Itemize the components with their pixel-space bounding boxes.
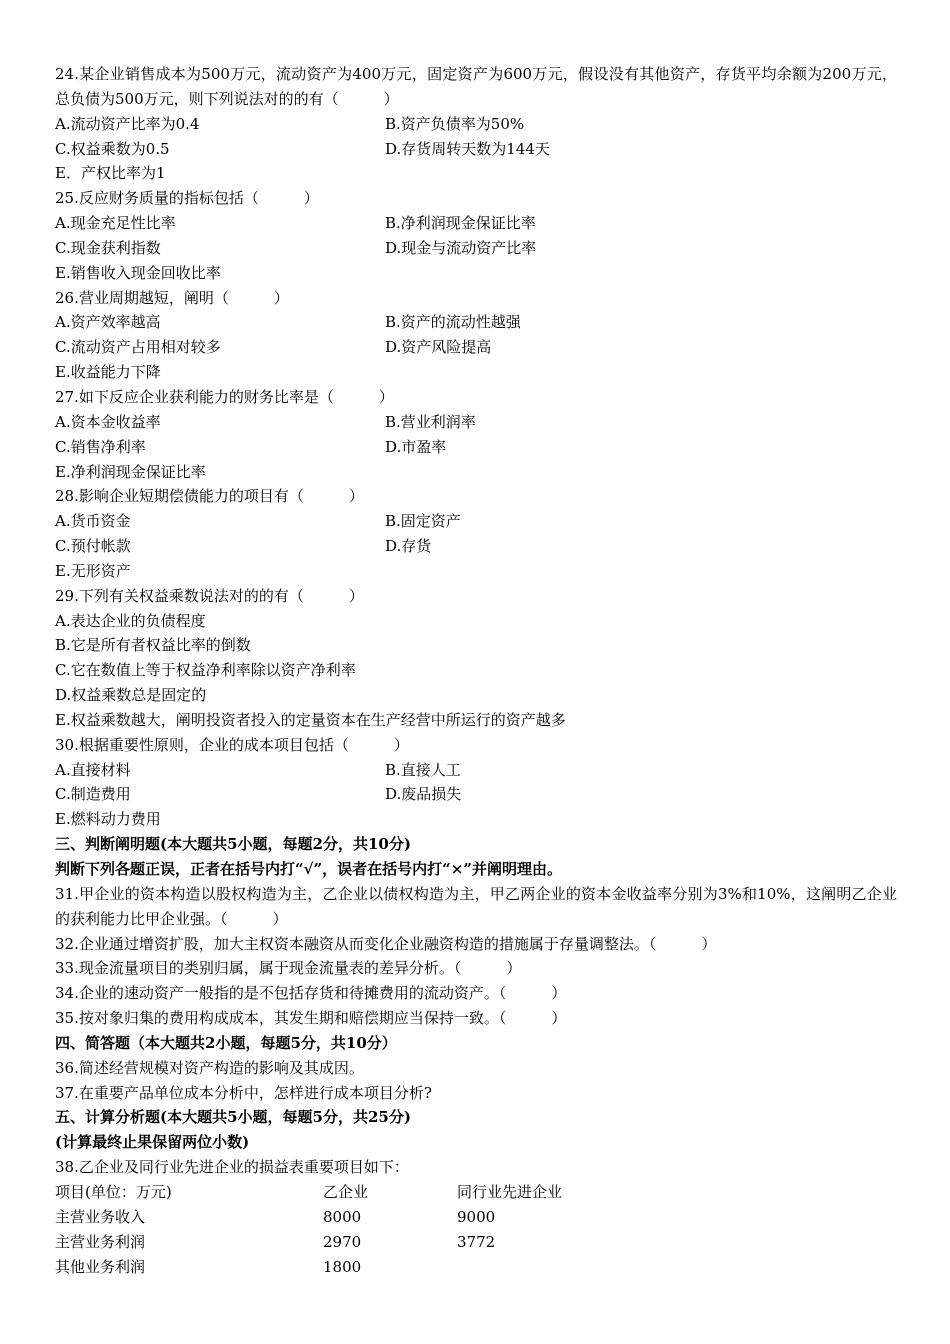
option-e: E.权益乘数越大，阐明投资者投入的定量资本在生产经营中所运行的资产越多 xyxy=(55,710,566,729)
table-cell: 3772 xyxy=(457,1232,496,1251)
option-d: D.存货 xyxy=(385,537,432,556)
option-e: E.净利润现金保证比率 xyxy=(55,462,206,481)
question-36: 36.简述经营规模对资产构造的影响及其成因。 xyxy=(55,1058,364,1077)
section-5-heading: 五、计算分析题(本大题共5小题，每题5分，共25分) xyxy=(55,1108,411,1127)
option-c: C.制造费用 xyxy=(55,785,131,804)
table-cell: 8000 xyxy=(323,1207,362,1226)
option-d: D.现金与流动资产比率 xyxy=(385,238,537,257)
option-c: C.预付帐款 xyxy=(55,537,131,556)
option-c: C.权益乘数为0.5 xyxy=(55,139,170,158)
question-26-stem: 26.营业周期越短，阐明（ ） xyxy=(55,288,289,307)
option-a: A.资产效率越高 xyxy=(55,313,161,332)
table-row xyxy=(55,1255,897,1280)
question-28-stem: 28.影响企业短期偿债能力的项目有（ ） xyxy=(55,487,364,506)
question-27-stem: 27.如下反应企业获利能力的财务比率是（ ） xyxy=(55,387,394,406)
table-cell: 其他业务利润 xyxy=(55,1257,146,1276)
question-25-options-cd xyxy=(55,236,897,261)
option-e: E.收益能力下降 xyxy=(55,363,161,382)
question-28-options-ab xyxy=(55,509,897,534)
table-cell: 主营业务收入 xyxy=(55,1207,146,1226)
table-row xyxy=(55,1205,897,1230)
option-a: A.直接材料 xyxy=(55,760,131,779)
section-5-note: (计算最终止果保留两位小数) xyxy=(55,1133,250,1152)
option-b: B.直接人工 xyxy=(385,760,461,779)
table-cell: 9000 xyxy=(457,1207,496,1226)
option-e: E.无形资产 xyxy=(55,561,131,580)
question-30-options-ab xyxy=(55,758,897,783)
option-b: B.它是所有者权益比率的倒数 xyxy=(55,636,251,655)
income-table xyxy=(55,1180,897,1279)
question-26-options-cd xyxy=(55,335,897,360)
question-38: 38.乙企业及同行业先进企业的损益表重要项目如下： xyxy=(55,1158,409,1177)
question-33: 33.现金流量项目的类别归属，属于现金流量表的差异分析。（ ） xyxy=(55,959,522,978)
option-c: C.流动资产占用相对较多 xyxy=(55,338,221,357)
option-b: B.资产负债率为50% xyxy=(385,114,525,133)
section-3-instruction: 判断下列各题正误，正者在括号内打“√”，误者在括号内打“×”并阐明理由。 xyxy=(55,860,562,878)
table-cell: 主营业务利润 xyxy=(55,1232,146,1251)
question-30-options-cd xyxy=(55,782,897,807)
question-27-options-cd xyxy=(55,435,897,460)
document-page xyxy=(55,62,897,1279)
option-a: A.货币资金 xyxy=(55,512,131,531)
option-e: E.燃料动力费用 xyxy=(55,810,161,829)
option-b: B.资产的流动性越强 xyxy=(385,313,521,332)
table-header-cell: 乙企业 xyxy=(323,1182,369,1201)
question-26-options-ab xyxy=(55,310,897,335)
option-d: D.存货周转天数为144天 xyxy=(385,139,550,158)
option-a: A.现金充足性比率 xyxy=(55,214,176,233)
table-cell: 1800 xyxy=(323,1257,362,1276)
option-b: B.固定资产 xyxy=(385,512,461,531)
option-d: D.废品损失 xyxy=(385,785,462,804)
question-28-options-cd xyxy=(55,534,897,559)
section-4-heading: 四、简答题（本大题共2小题，每题5分，共10分） xyxy=(55,1033,397,1052)
question-35: 35.按对象归集的费用构成成本，其发生期和赔偿期应当保持一致。（ ） xyxy=(55,1009,567,1028)
table-cell: 2970 xyxy=(323,1232,362,1251)
question-25-stem: 25.反应财务质量的指标包括（ ） xyxy=(55,189,319,208)
option-c: C.它在数值上等于权益净利率除以资产净利率 xyxy=(55,661,356,680)
option-b: B.净利润现金保证比率 xyxy=(385,214,536,233)
table-header-cell: 项目(单位：万元) xyxy=(55,1182,172,1201)
option-a: A.资本金收益率 xyxy=(55,412,161,431)
option-d: D.资产风险提高 xyxy=(385,338,492,357)
section-3-heading: 三、判断阐明题(本大题共5小题，每题2分，共10分) xyxy=(55,835,411,854)
option-c: C.销售净利率 xyxy=(55,437,146,456)
question-24-stem: 24.某企业销售成本为500万元，流动资产为400万元，固定资产为600万元，假设没有其他资产，存货平均余额为200万元，总负债为500万元，则下列说法对的的有（ ） xyxy=(55,65,897,108)
option-c: C.现金获利指数 xyxy=(55,238,161,257)
option-e: E．产权比率为1 xyxy=(55,164,166,183)
question-30-stem: 30.根据重要性原则，企业的成本项目包括（ ） xyxy=(55,735,409,754)
question-27-options-ab xyxy=(55,410,897,435)
question-24-options-ab xyxy=(55,112,897,137)
option-a: A.流动资产比率为0.4 xyxy=(55,114,200,133)
table-row xyxy=(55,1230,897,1255)
table-header-row xyxy=(55,1180,897,1205)
option-e: E.销售收入现金回收比率 xyxy=(55,263,221,282)
table-cell xyxy=(457,1255,897,1280)
question-29-stem: 29.下列有关权益乘数说法对的的有（ ） xyxy=(55,586,364,605)
option-a: A.表达企业的负债程度 xyxy=(55,611,206,630)
option-d: D.权益乘数总是固定的 xyxy=(55,686,207,705)
option-d: D.市盈率 xyxy=(385,437,447,456)
table-header-cell: 同行业先进企业 xyxy=(457,1182,563,1201)
question-37: 37.在重要产品单位成本分析中，怎样进行成本项目分析? xyxy=(55,1083,432,1102)
question-34: 34.企业的速动资产一般指的是不包括存货和待摊费用的流动资产。（ ） xyxy=(55,984,567,1003)
option-b: B.营业利润率 xyxy=(385,412,476,431)
question-24-options-cd xyxy=(55,137,897,162)
question-32: 32.企业通过增资扩股，加大主权资本融资从而变化企业融资构造的措施属于存量调整法。（ ） xyxy=(55,934,717,953)
question-31: 31.甲企业的资本构造以股权构造为主，乙企业以债权构造为主，甲乙两企业的资本金收益率分别为3%和10%，这阐明乙企业的获利能力比甲企业强。（ ） xyxy=(55,884,897,928)
question-25-options-ab xyxy=(55,211,897,236)
